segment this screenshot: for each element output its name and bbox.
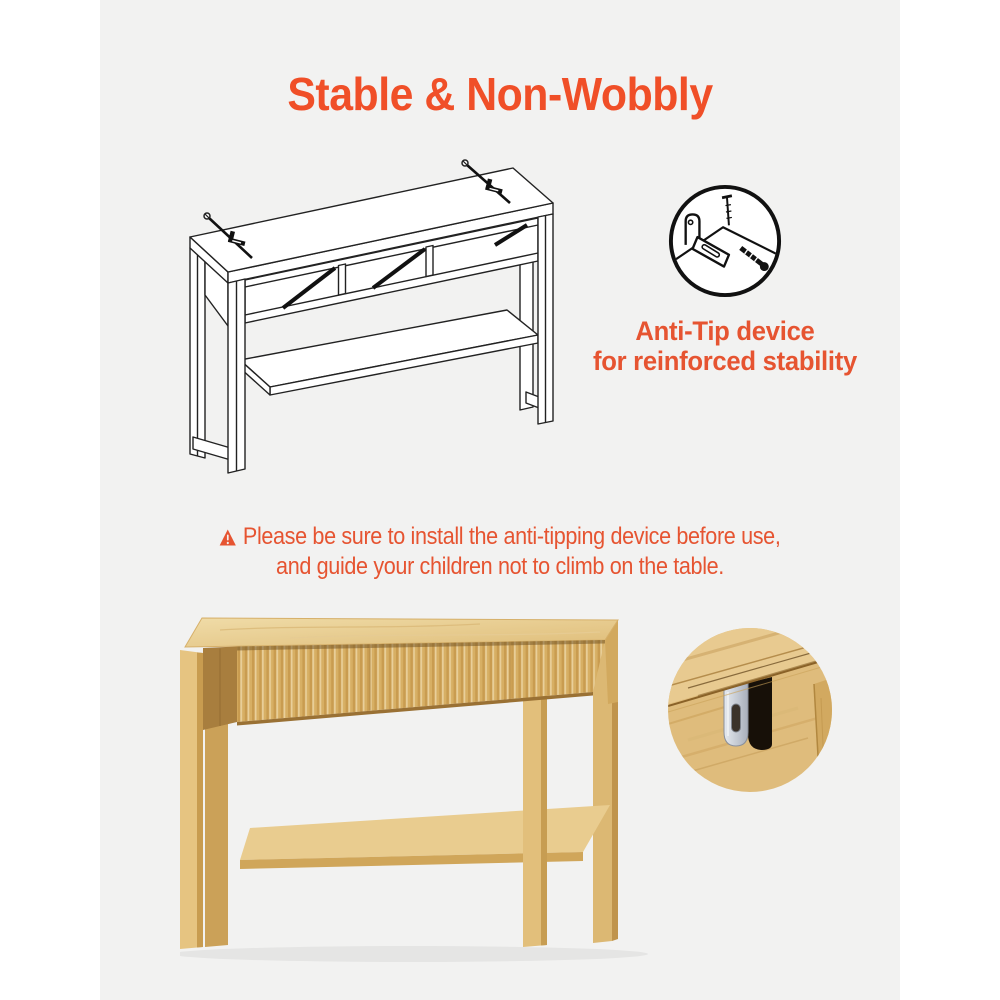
table-fluted-panel	[237, 640, 605, 726]
callout-line2: for reinforced stability	[593, 346, 857, 376]
table-lower-shelf	[240, 805, 610, 869]
callout-line1: Anti-Tip device	[635, 316, 815, 346]
side-panel-edge	[814, 678, 832, 792]
table-front-right-leg	[523, 693, 547, 947]
lower-shelf	[240, 310, 538, 395]
floor-shadow	[180, 946, 648, 962]
table-rear-left-leg	[205, 722, 228, 947]
table-apron-left-face	[203, 647, 237, 731]
anti-tip-bracket-badge	[666, 182, 784, 300]
warning-text-line1: Please be sure to install the anti-tipping device before use,	[242, 523, 781, 550]
front-left-leg	[228, 279, 245, 473]
warning-note	[140, 522, 860, 582]
page-title: Stable & Non-Wobbly	[287, 67, 713, 120]
product-photo	[180, 612, 665, 964]
table-front-left-leg	[180, 650, 203, 949]
feature-callout	[568, 316, 882, 376]
assembly-diagram	[183, 155, 558, 480]
anti-tip-detail-photo	[668, 628, 832, 792]
warning-triangle-icon	[219, 529, 236, 546]
rear-left-leg	[190, 248, 205, 458]
warning-text-line2: and guide your children not to climb on the table.	[276, 553, 724, 580]
front-right-leg	[538, 214, 553, 424]
